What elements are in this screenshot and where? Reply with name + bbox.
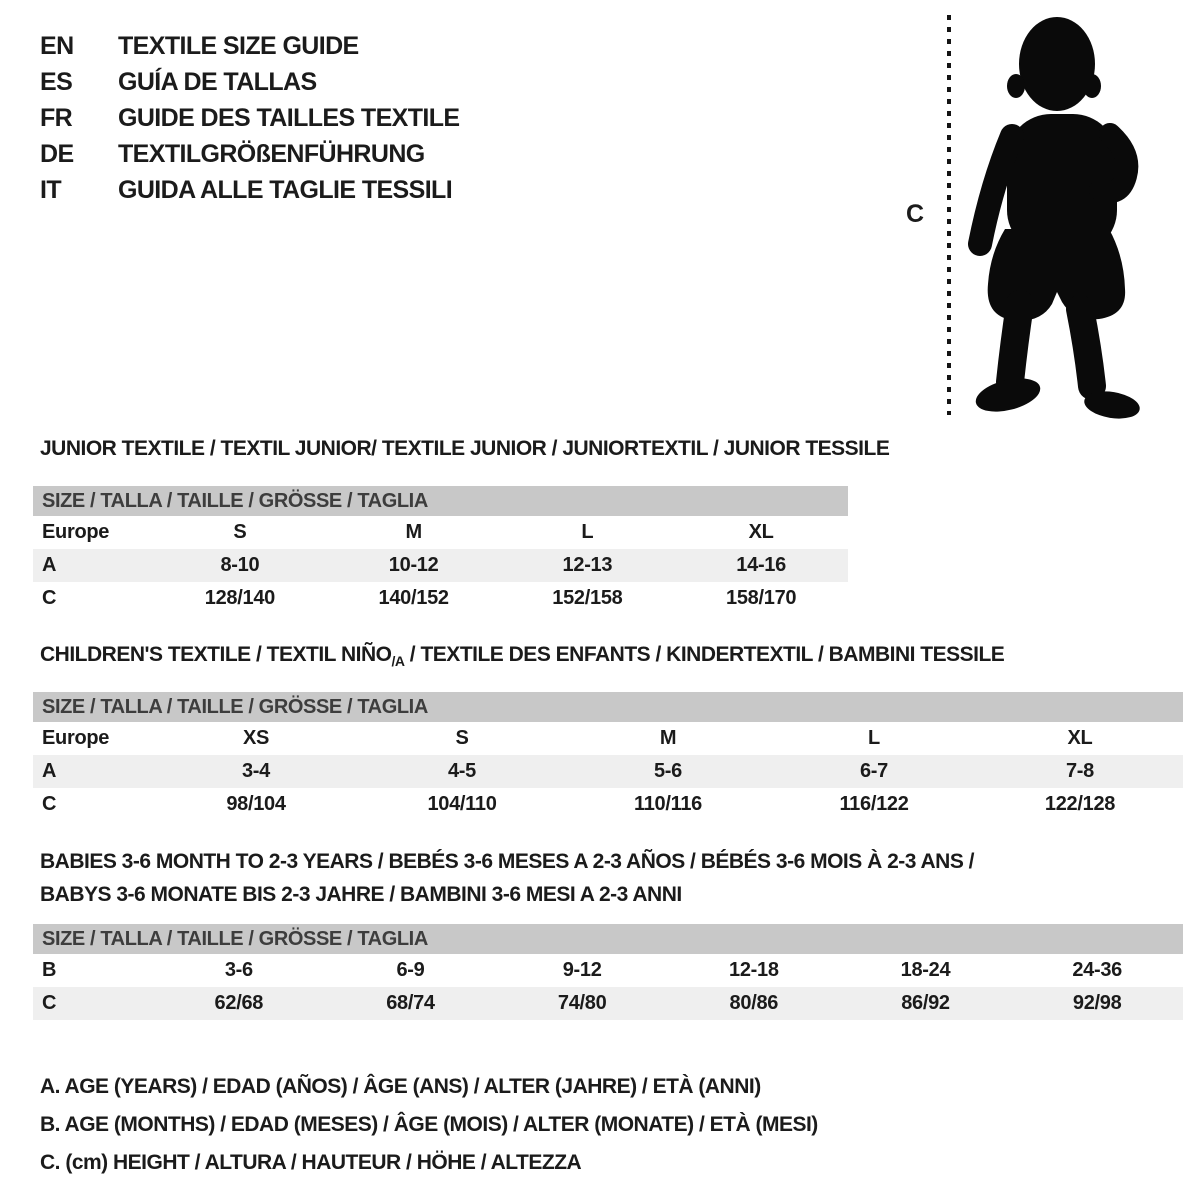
- table-row: [33, 755, 1183, 788]
- language-title: GUÍA DE TALLAS: [118, 67, 317, 96]
- height-measure-dashed-line: [947, 15, 951, 415]
- cell-value: XL: [748, 521, 774, 543]
- cell-value: 110/116: [634, 793, 702, 815]
- legend-line: A. AGE (YEARS) / EDAD (AÑOS) / ÂGE (ANS) / ALTER (JAHRE) / ETÀ (ANNI): [40, 1075, 761, 1098]
- language-code: ES: [40, 67, 73, 96]
- cell-value: 140/152: [378, 587, 449, 609]
- cell-value: 86/92: [901, 992, 950, 1014]
- cell-value: 5-6: [653, 760, 682, 782]
- cell-value: 6-7: [859, 760, 888, 782]
- language-title: TEXTILGRÖßENFÜHRUNG: [118, 139, 425, 168]
- table-row: [33, 722, 1183, 755]
- cell-value: 6-9: [396, 959, 425, 981]
- cell-value: 128/140: [204, 587, 275, 609]
- language-title: GUIDA ALLE TAGLIE TESSILI: [118, 175, 453, 204]
- cell-value: XS: [242, 727, 270, 749]
- cell-value: 18-24: [900, 959, 951, 981]
- language-code: FR: [40, 103, 73, 132]
- cell-value: 122/128: [1044, 793, 1116, 815]
- cell-value: L: [868, 727, 880, 749]
- legend-line: B. AGE (MONTHS) / EDAD (MESES) / ÂGE (MOIS) / ALTER (MONATE) / ETÀ (MESI): [40, 1113, 818, 1136]
- table-row: [33, 549, 848, 582]
- toddler-silhouette: [960, 14, 1150, 424]
- row-label: Europe: [42, 521, 110, 543]
- language-code: EN: [40, 31, 74, 60]
- table-row: [33, 582, 848, 615]
- cell-value: 104/110: [427, 793, 497, 815]
- section-title-line: BABYS 3-6 MONATE BIS 2-3 JAHRE / BAMBINI 3-6 MESI A 2-3 ANNI: [40, 883, 682, 906]
- table-row: [33, 954, 1183, 987]
- cell-value: XL: [1067, 727, 1093, 749]
- language-title: GUIDE DES TAILLES TEXTILE: [118, 103, 460, 132]
- cell-value: S: [455, 727, 469, 749]
- language-code: DE: [40, 139, 74, 168]
- cell-value: 116/122: [839, 793, 909, 815]
- table-row: [33, 788, 1183, 821]
- cell-value: 80/86: [729, 992, 779, 1014]
- cell-value: 8-10: [220, 554, 260, 576]
- size-header-bar: SIZE / TALLA / TAILLE / GRÖSSE / TAGLIA: [33, 924, 1183, 954]
- section-title: [33, 845, 1183, 911]
- height-measure-label: C: [906, 200, 925, 228]
- cell-value: 7-8: [1065, 760, 1094, 782]
- cell-value: 74/80: [557, 992, 607, 1014]
- size-section-junior: [33, 432, 890, 615]
- row-label: B: [42, 959, 57, 981]
- cell-value: 14-16: [736, 554, 786, 576]
- size-section-babies: [33, 845, 1183, 1020]
- cell-value: 62/68: [214, 992, 264, 1014]
- cell-value: 4-5: [447, 760, 476, 782]
- cell-value: 9-12: [562, 959, 602, 981]
- language-row: [40, 100, 460, 136]
- size-section-children: [33, 638, 1183, 821]
- section-title-line: BABIES 3-6 MONTH TO 2-3 YEARS / BEBÉS 3-6 MESES A 2-3 AÑOS / BÉBÉS 3-6 MOIS À 2-3 ANS /: [40, 850, 975, 873]
- legend-line: C. (cm) HEIGHT / ALTURA / HAUTEUR / HÖHE / ALTEZZA: [40, 1151, 582, 1174]
- cell-value: 98/104: [226, 793, 286, 815]
- cell-value: 68/74: [386, 992, 435, 1014]
- cell-value: M: [659, 727, 677, 749]
- section-title: [33, 432, 890, 465]
- language-row: [40, 172, 460, 208]
- legend: [40, 1068, 818, 1182]
- row-label: C: [42, 793, 57, 815]
- size-header-bar: SIZE / TALLA / TAILLE / GRÖSSE / TAGLIA: [33, 692, 1183, 722]
- language-row: [40, 28, 460, 64]
- language-code: IT: [40, 175, 62, 204]
- cell-value: 92/98: [1072, 992, 1122, 1014]
- cell-value: 12-13: [562, 554, 613, 576]
- row-label: A: [42, 554, 57, 576]
- cell-value: 3-6: [224, 959, 253, 981]
- language-title: TEXTILE SIZE GUIDE: [118, 31, 359, 60]
- section-title-line: CHILDREN'S TEXTILE / TEXTIL $NIÑO_{/A}$ / TEXTILE DES ENFANTS / KINDERTEXTIL / BAMBINI TESSILE: [40, 643, 1005, 670]
- row-label: C: [42, 992, 57, 1014]
- cell-value: 158/170: [726, 587, 797, 609]
- section-title-line: JUNIOR TEXTILE / TEXTIL JUNIOR/ TEXTILE JUNIOR / JUNIORTEXTIL / JUNIOR TESSILE: [40, 437, 890, 460]
- language-row: [40, 136, 460, 172]
- size-header-bar: SIZE / TALLA / TAILLE / GRÖSSE / TAGLIA: [33, 486, 848, 516]
- cell-value: 10-12: [388, 554, 439, 576]
- cell-value: S: [233, 521, 247, 543]
- row-label: A: [42, 760, 57, 782]
- cell-value: 3-4: [241, 760, 270, 782]
- table-row: [33, 516, 848, 549]
- cell-value: M: [405, 521, 422, 543]
- cell-value: 152/158: [552, 587, 623, 609]
- language-row: [40, 64, 460, 100]
- cell-value: 12-18: [729, 959, 779, 981]
- row-label: C: [42, 587, 57, 609]
- row-label: Europe: [42, 727, 110, 749]
- cell-value: L: [581, 521, 594, 543]
- section-title: [33, 638, 1183, 671]
- table-row: [33, 987, 1183, 1020]
- cell-value: 24-36: [1072, 959, 1122, 981]
- language-list: [40, 28, 460, 208]
